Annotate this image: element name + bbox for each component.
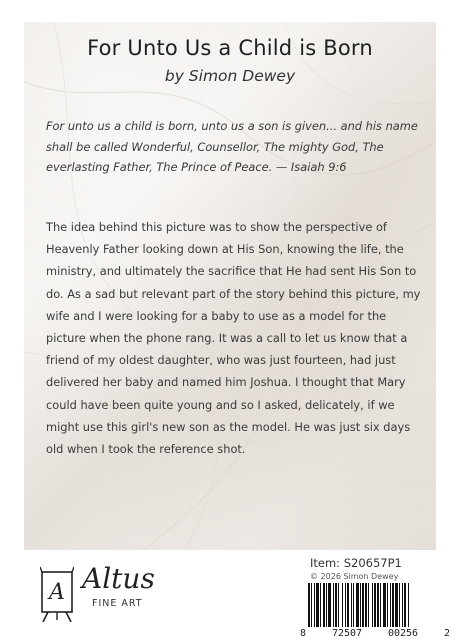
barcode-digit-group: 72507: [331, 628, 363, 639]
artist-statement: The idea behind this picture was to show the perspective of Heavenly Father looking down at His Son, knowing the life, the ministry, and ultimately the sacrifice that He had sent His Son to do. As a sad but relevant part of the story behind this picture, my wife and I were looking for a baby to use as a model for the picture when the phone rang. It was a call to let us know that a friend of my oldest daughter, who was just fourteen, had just delivered her baby and named him Joshua. I thought that Mary could have been quite young and so I asked, delicately, if we might use this girl's new son as the model. He was just six days old when I took the reference shot.: [46, 220, 421, 457]
barcode-bar: [311, 583, 312, 627]
logo-mark-letter: A: [49, 580, 65, 605]
barcode-bar: [345, 583, 346, 627]
artwork-title: For Unto Us a Child is Born: [87, 36, 373, 60]
barcode-bar: [395, 583, 398, 627]
barcode-bar: [328, 583, 331, 627]
barcode-bar: [374, 583, 376, 627]
barcode-bar: [335, 583, 337, 627]
logo-brand-subtitle: FINE ART: [92, 598, 143, 609]
barcode-digits: [300, 628, 450, 639]
barcode-bar: [399, 583, 400, 627]
barcode-bar: [365, 583, 367, 627]
barcode: [300, 583, 450, 631]
barcode-digit-group: 8: [300, 628, 307, 639]
scripture-quote: For unto us a child is born, unto us a son is given... and his name shall be called Wonderful, Counsellor, The mighty God, The everlasting Father, The Prince of Peace. — Isaiah 9:6: [46, 119, 418, 174]
barcode-bar: [308, 583, 310, 627]
item-number: Item: S20657P1: [310, 556, 402, 570]
barcode-bar: [326, 583, 327, 627]
barcode-bar: [323, 583, 325, 627]
barcode-bar: [387, 583, 388, 627]
artist-byline: by Simon Dewey: [164, 67, 296, 85]
barcode-bar: [356, 583, 359, 627]
barcode-bar: [316, 583, 319, 627]
barcode-bar: [368, 583, 369, 627]
artwork-description-card: [24, 22, 436, 550]
barcode-digit-group: 00256: [387, 628, 419, 639]
barcode-bar: [383, 583, 386, 627]
barcode-bar: [402, 583, 403, 627]
altus-logo-icon: [40, 562, 74, 622]
barcode-bar: [314, 583, 315, 627]
barcode-digit-group: 2: [443, 628, 450, 639]
barcode-bar: [404, 583, 406, 627]
barcode-bar: [351, 583, 352, 627]
barcode-bar: [360, 583, 361, 627]
barcode-bar: [390, 583, 391, 627]
barcode-bar: [342, 583, 343, 627]
barcode-bar: [347, 583, 349, 627]
barcode-bar: [338, 583, 339, 627]
copyright-notice: © 2026 Simon Dewey: [310, 572, 399, 581]
barcode-bar: [333, 583, 334, 627]
barcode-bar: [353, 583, 354, 627]
logo-brand-name: Altus: [82, 562, 155, 595]
barcode-bar: [362, 583, 364, 627]
barcode-bar: [408, 583, 409, 627]
barcode-bar: [377, 583, 379, 627]
barcode-bar: [372, 583, 373, 627]
barcode-bar: [392, 583, 394, 627]
barcode-bar: [320, 583, 321, 627]
barcode-bar: [380, 583, 381, 627]
